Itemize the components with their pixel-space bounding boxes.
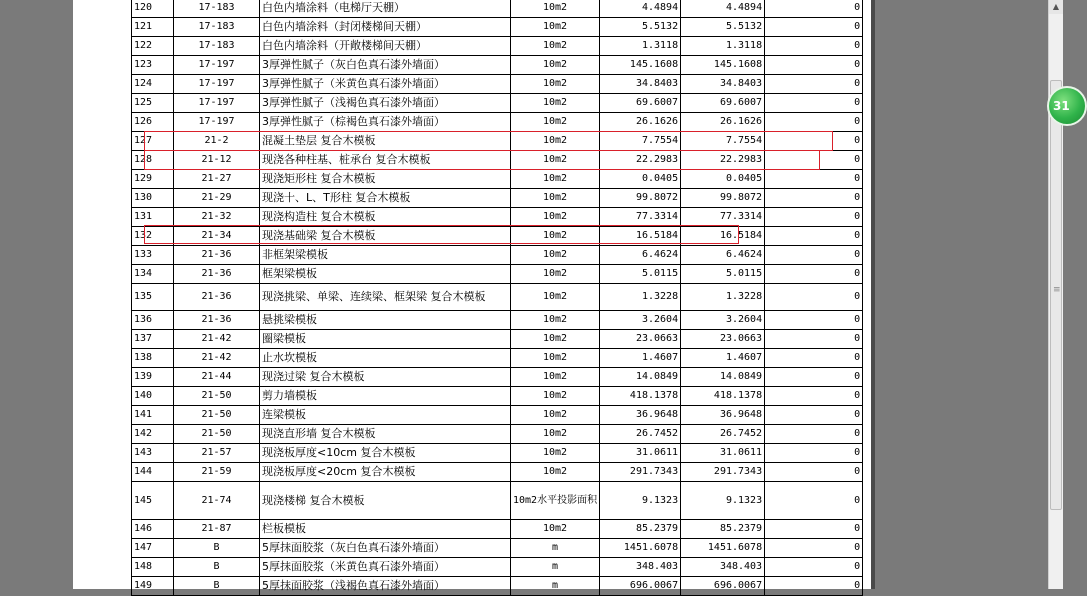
quantity-cell: 696.0067: [600, 577, 681, 596]
difference-cell: 0: [765, 539, 863, 558]
unit-cell: 10m2: [511, 75, 600, 94]
item-name-cell: 止水坎模板: [260, 349, 511, 368]
row-number-cell: 149: [132, 577, 174, 596]
unit-cell: m: [511, 577, 600, 596]
unit-cell: 10m2: [511, 170, 600, 189]
quota-code-cell: 21-42: [174, 349, 260, 368]
difference-cell: 0: [765, 151, 863, 170]
table-row: [132, 132, 863, 151]
item-name-cell: 3厚弹性腻子（棕褐色真石漆外墙面）: [260, 113, 511, 132]
difference-cell: 0: [765, 284, 863, 311]
quota-code-cell: 21-50: [174, 387, 260, 406]
quantity-confirmed-cell: 26.7452: [681, 425, 765, 444]
table-row: [132, 577, 863, 596]
table-row: [132, 189, 863, 208]
row-number-cell: 142: [132, 425, 174, 444]
table-row: [132, 368, 863, 387]
quantity-confirmed-cell: 22.2983: [681, 151, 765, 170]
item-name-cell: 现浇基础梁 复合木模板: [260, 227, 511, 246]
quantity-cell: 7.7554: [600, 132, 681, 151]
item-name-cell: 剪力墙模板: [260, 387, 511, 406]
item-name-cell: 3厚弹性腻子（灰白色真石漆外墙面）: [260, 56, 511, 75]
row-number-cell: 145: [132, 482, 174, 520]
row-number-cell: 133: [132, 246, 174, 265]
quantity-confirmed-cell: 4.4894: [681, 0, 765, 18]
table-row: [132, 0, 863, 18]
quota-code-cell: 21-50: [174, 406, 260, 425]
row-number-cell: 141: [132, 406, 174, 425]
table-row: [132, 284, 863, 311]
table-row: [132, 311, 863, 330]
unit-cell: 10m2: [511, 406, 600, 425]
unit-cell: 10m2: [511, 444, 600, 463]
unit-cell: 10m2: [511, 368, 600, 387]
difference-cell: 0: [765, 132, 863, 151]
quantity-confirmed-cell: 418.1378: [681, 387, 765, 406]
quota-code-cell: 17-183: [174, 0, 260, 18]
table-row: [132, 482, 863, 520]
item-name-cell: 3厚弹性腻子（米黄色真石漆外墙面）: [260, 75, 511, 94]
row-number-cell: 135: [132, 284, 174, 311]
unit-cell: 10m2水平投影面积: [511, 482, 600, 520]
table-body: [132, 0, 863, 596]
quantity-cell: 0.0405: [600, 170, 681, 189]
difference-cell: 0: [765, 189, 863, 208]
quantity-confirmed-cell: 145.1608: [681, 56, 765, 75]
quota-code-cell: 17-183: [174, 37, 260, 56]
unit-cell: 10m2: [511, 265, 600, 284]
difference-cell: 0: [765, 577, 863, 596]
row-number-cell: 130: [132, 189, 174, 208]
table-row: [132, 265, 863, 284]
item-name-cell: 混凝土垫层 复合木模板: [260, 132, 511, 151]
difference-cell: 0: [765, 349, 863, 368]
item-name-cell: 栏板模板: [260, 520, 511, 539]
row-number-cell: 120: [132, 0, 174, 18]
unit-cell: 10m2: [511, 387, 600, 406]
quota-code-cell: 17-197: [174, 113, 260, 132]
difference-cell: 0: [765, 113, 863, 132]
unit-cell: 10m2: [511, 113, 600, 132]
item-name-cell: 白色内墙涂料（开敞楼梯间天棚）: [260, 37, 511, 56]
quantity-table: [131, 0, 863, 596]
floating-badge[interactable]: 31: [1047, 86, 1087, 126]
quantity-confirmed-cell: 23.0663: [681, 330, 765, 349]
quantity-confirmed-cell: 34.8403: [681, 75, 765, 94]
table-row: [132, 558, 863, 577]
item-name-cell: 现浇过梁 复合木模板: [260, 368, 511, 387]
unit-cell: m: [511, 539, 600, 558]
difference-cell: 0: [765, 558, 863, 577]
unit-cell: 10m2: [511, 227, 600, 246]
quota-code-cell: 21-36: [174, 284, 260, 311]
row-number-cell: 140: [132, 387, 174, 406]
quantity-cell: 418.1378: [600, 387, 681, 406]
row-number-cell: 132: [132, 227, 174, 246]
quantity-cell: 36.9648: [600, 406, 681, 425]
row-number-cell: 124: [132, 75, 174, 94]
quantity-confirmed-cell: 77.3314: [681, 208, 765, 227]
quantity-cell: 1.4607: [600, 349, 681, 368]
item-name-cell: 框架梁模板: [260, 265, 511, 284]
row-number-cell: 134: [132, 265, 174, 284]
quantity-cell: 291.7343: [600, 463, 681, 482]
item-name-cell: 现浇构造柱 复合木模板: [260, 208, 511, 227]
table-row: [132, 75, 863, 94]
unit-cell: 10m2: [511, 246, 600, 265]
quantity-cell: 1.3118: [600, 37, 681, 56]
quantity-cell: 1.3228: [600, 284, 681, 311]
quantity-cell: 145.1608: [600, 56, 681, 75]
quantity-confirmed-cell: 36.9648: [681, 406, 765, 425]
difference-cell: 0: [765, 330, 863, 349]
quantity-confirmed-cell: 69.6007: [681, 94, 765, 113]
difference-cell: 0: [765, 75, 863, 94]
row-number-cell: 125: [132, 94, 174, 113]
row-number-cell: 148: [132, 558, 174, 577]
unit-cell: 10m2: [511, 208, 600, 227]
item-name-cell: 现浇板厚度<10cm 复合木模板: [260, 444, 511, 463]
scroll-thumb[interactable]: [1050, 80, 1062, 510]
item-name-cell: 现浇楼梯 复合木模板: [260, 482, 511, 520]
quantity-confirmed-cell: 14.0849: [681, 368, 765, 387]
quantity-cell: 31.0611: [600, 444, 681, 463]
quantity-confirmed-cell: 26.1626: [681, 113, 765, 132]
row-number-cell: 143: [132, 444, 174, 463]
quantity-cell: 5.0115: [600, 265, 681, 284]
row-number-cell: 147: [132, 539, 174, 558]
table-row: [132, 387, 863, 406]
difference-cell: 0: [765, 463, 863, 482]
unit-cell: 10m2: [511, 425, 600, 444]
row-number-cell: 131: [132, 208, 174, 227]
quota-code-cell: 21-32: [174, 208, 260, 227]
quota-code-cell: 21-27: [174, 170, 260, 189]
quantity-cell: 23.0663: [600, 330, 681, 349]
quota-code-cell: 21-42: [174, 330, 260, 349]
difference-cell: 0: [765, 425, 863, 444]
quantity-confirmed-cell: 696.0067: [681, 577, 765, 596]
unit-cell: 10m2: [511, 520, 600, 539]
quota-code-cell: 21-2: [174, 132, 260, 151]
quantity-cell: 26.7452: [600, 425, 681, 444]
difference-cell: 0: [765, 170, 863, 189]
quota-code-cell: B: [174, 577, 260, 596]
quantity-cell: 16.5184: [600, 227, 681, 246]
quantity-confirmed-cell: 85.2379: [681, 520, 765, 539]
row-number-cell: 146: [132, 520, 174, 539]
table-row: [132, 208, 863, 227]
unit-cell: 10m2: [511, 132, 600, 151]
unit-cell: 10m2: [511, 37, 600, 56]
item-name-cell: 3厚弹性腻子（浅褐色真石漆外墙面）: [260, 94, 511, 113]
table-row: [132, 406, 863, 425]
unit-cell: 10m2: [511, 311, 600, 330]
difference-cell: 0: [765, 246, 863, 265]
unit-cell: 10m2: [511, 0, 600, 18]
table-row: [132, 539, 863, 558]
quota-code-cell: 21-50: [174, 425, 260, 444]
quantity-cell: 9.1323: [600, 482, 681, 520]
table-row: [132, 463, 863, 482]
item-name-cell: 5厚抹面胶浆（灰白色真石漆外墙面）: [260, 539, 511, 558]
table-row: [132, 349, 863, 368]
scroll-up-arrow-icon[interactable]: ▲: [1049, 0, 1063, 14]
table-row: [132, 170, 863, 189]
quota-code-cell: 21-74: [174, 482, 260, 520]
row-number-cell: 127: [132, 132, 174, 151]
quantity-confirmed-cell: 16.5184: [681, 227, 765, 246]
unit-cell: 10m2: [511, 330, 600, 349]
difference-cell: 0: [765, 368, 863, 387]
item-name-cell: 现浇各种柱基、桩承台 复合木模板: [260, 151, 511, 170]
item-name-cell: 悬挑梁模板: [260, 311, 511, 330]
item-name-cell: 白色内墙涂料（封闭楼梯间天棚）: [260, 18, 511, 37]
table-row: [132, 246, 863, 265]
difference-cell: 0: [765, 56, 863, 75]
row-number-cell: 122: [132, 37, 174, 56]
table-row: [132, 18, 863, 37]
quantity-confirmed-cell: 6.4624: [681, 246, 765, 265]
viewer-background: [875, 0, 1067, 589]
row-number-cell: 126: [132, 113, 174, 132]
quantity-confirmed-cell: 1451.6078: [681, 539, 765, 558]
row-number-cell: 136: [132, 311, 174, 330]
item-name-cell: 现浇直形墙 复合木模板: [260, 425, 511, 444]
row-number-cell: 138: [132, 349, 174, 368]
row-number-cell: 128: [132, 151, 174, 170]
quota-code-cell: 21-44: [174, 368, 260, 387]
quantity-confirmed-cell: 0.0405: [681, 170, 765, 189]
quota-code-cell: 21-57: [174, 444, 260, 463]
unit-cell: 10m2: [511, 18, 600, 37]
quantity-cell: 5.5132: [600, 18, 681, 37]
row-number-cell: 121: [132, 18, 174, 37]
difference-cell: 0: [765, 94, 863, 113]
table-row: [132, 227, 863, 246]
row-number-cell: 139: [132, 368, 174, 387]
quota-code-cell: 17-183: [174, 18, 260, 37]
quota-code-cell: 21-36: [174, 265, 260, 284]
quantity-cell: 3.2604: [600, 311, 681, 330]
quota-code-cell: 21-59: [174, 463, 260, 482]
item-name-cell: 连梁模板: [260, 406, 511, 425]
unit-cell: 10m2: [511, 56, 600, 75]
quantity-cell: 26.1626: [600, 113, 681, 132]
item-name-cell: 5厚抹面胶浆（浅褐色真石漆外墙面）: [260, 577, 511, 596]
quota-code-cell: 21-36: [174, 246, 260, 265]
quantity-confirmed-cell: 348.403: [681, 558, 765, 577]
quantity-confirmed-cell: 1.3118: [681, 37, 765, 56]
row-number-cell: 144: [132, 463, 174, 482]
quantity-confirmed-cell: 1.3228: [681, 284, 765, 311]
quantity-cell: 6.4624: [600, 246, 681, 265]
quantity-cell: 1451.6078: [600, 539, 681, 558]
row-number-cell: 123: [132, 56, 174, 75]
difference-cell: 0: [765, 444, 863, 463]
table-row: [132, 520, 863, 539]
quantity-confirmed-cell: 1.4607: [681, 349, 765, 368]
quota-code-cell: 21-34: [174, 227, 260, 246]
quantity-confirmed-cell: 5.5132: [681, 18, 765, 37]
difference-cell: 0: [765, 37, 863, 56]
unit-cell: m: [511, 558, 600, 577]
difference-cell: 0: [765, 311, 863, 330]
item-name-cell: 5厚抹面胶浆（米黄色真石漆外墙面）: [260, 558, 511, 577]
quantity-confirmed-cell: 7.7554: [681, 132, 765, 151]
difference-cell: 0: [765, 18, 863, 37]
difference-cell: 0: [765, 482, 863, 520]
item-name-cell: 现浇十、L、T形柱 复合木模板: [260, 189, 511, 208]
quota-code-cell: 21-36: [174, 311, 260, 330]
item-name-cell: 白色内墙涂料（电梯厅天棚）: [260, 0, 511, 18]
difference-cell: 0: [765, 406, 863, 425]
difference-cell: 0: [765, 0, 863, 18]
quota-code-cell: 21-29: [174, 189, 260, 208]
difference-cell: 0: [765, 208, 863, 227]
quantity-confirmed-cell: 291.7343: [681, 463, 765, 482]
unit-cell: 10m2: [511, 284, 600, 311]
difference-cell: 0: [765, 265, 863, 284]
quantity-confirmed-cell: 9.1323: [681, 482, 765, 520]
table-row: [132, 94, 863, 113]
quota-code-cell: B: [174, 539, 260, 558]
table-row: [132, 56, 863, 75]
quota-code-cell: 21-12: [174, 151, 260, 170]
document-page: [73, 0, 871, 592]
table-row: [132, 444, 863, 463]
quota-code-cell: 17-197: [174, 56, 260, 75]
scroll-grip-icon: ≡: [1053, 285, 1061, 295]
quota-code-cell: B: [174, 558, 260, 577]
table-row: [132, 37, 863, 56]
table-row: [132, 113, 863, 132]
quota-code-cell: 17-197: [174, 75, 260, 94]
quantity-cell: 77.3314: [600, 208, 681, 227]
table-row: [132, 425, 863, 444]
row-number-cell: 129: [132, 170, 174, 189]
table-row: [132, 330, 863, 349]
unit-cell: 10m2: [511, 189, 600, 208]
quantity-cell: 14.0849: [600, 368, 681, 387]
quantity-confirmed-cell: 31.0611: [681, 444, 765, 463]
quantity-cell: 34.8403: [600, 75, 681, 94]
unit-cell: 10m2: [511, 349, 600, 368]
quantity-confirmed-cell: 5.0115: [681, 265, 765, 284]
item-name-cell: 现浇板厚度<20cm 复合木模板: [260, 463, 511, 482]
quantity-confirmed-cell: 99.8072: [681, 189, 765, 208]
quantity-cell: 22.2983: [600, 151, 681, 170]
quantity-cell: 348.403: [600, 558, 681, 577]
quantity-confirmed-cell: 3.2604: [681, 311, 765, 330]
quantity-cell: 85.2379: [600, 520, 681, 539]
quantity-cell: 4.4894: [600, 0, 681, 18]
item-name-cell: 现浇矩形柱 复合木模板: [260, 170, 511, 189]
unit-cell: 10m2: [511, 94, 600, 113]
row-number-cell: 137: [132, 330, 174, 349]
quota-code-cell: 17-197: [174, 94, 260, 113]
difference-cell: 0: [765, 387, 863, 406]
difference-cell: 0: [765, 520, 863, 539]
unit-cell: 10m2: [511, 151, 600, 170]
unit-cell: 10m2: [511, 463, 600, 482]
item-name-cell: 圈梁模板: [260, 330, 511, 349]
table-row: [132, 151, 863, 170]
item-name-cell: 现浇挑梁、单梁、连续梁、框架梁 复合木模板: [260, 284, 511, 311]
quantity-cell: 99.8072: [600, 189, 681, 208]
quota-code-cell: 21-87: [174, 520, 260, 539]
difference-cell: 0: [765, 227, 863, 246]
item-name-cell: 非框架梁模板: [260, 246, 511, 265]
quantity-cell: 69.6007: [600, 94, 681, 113]
